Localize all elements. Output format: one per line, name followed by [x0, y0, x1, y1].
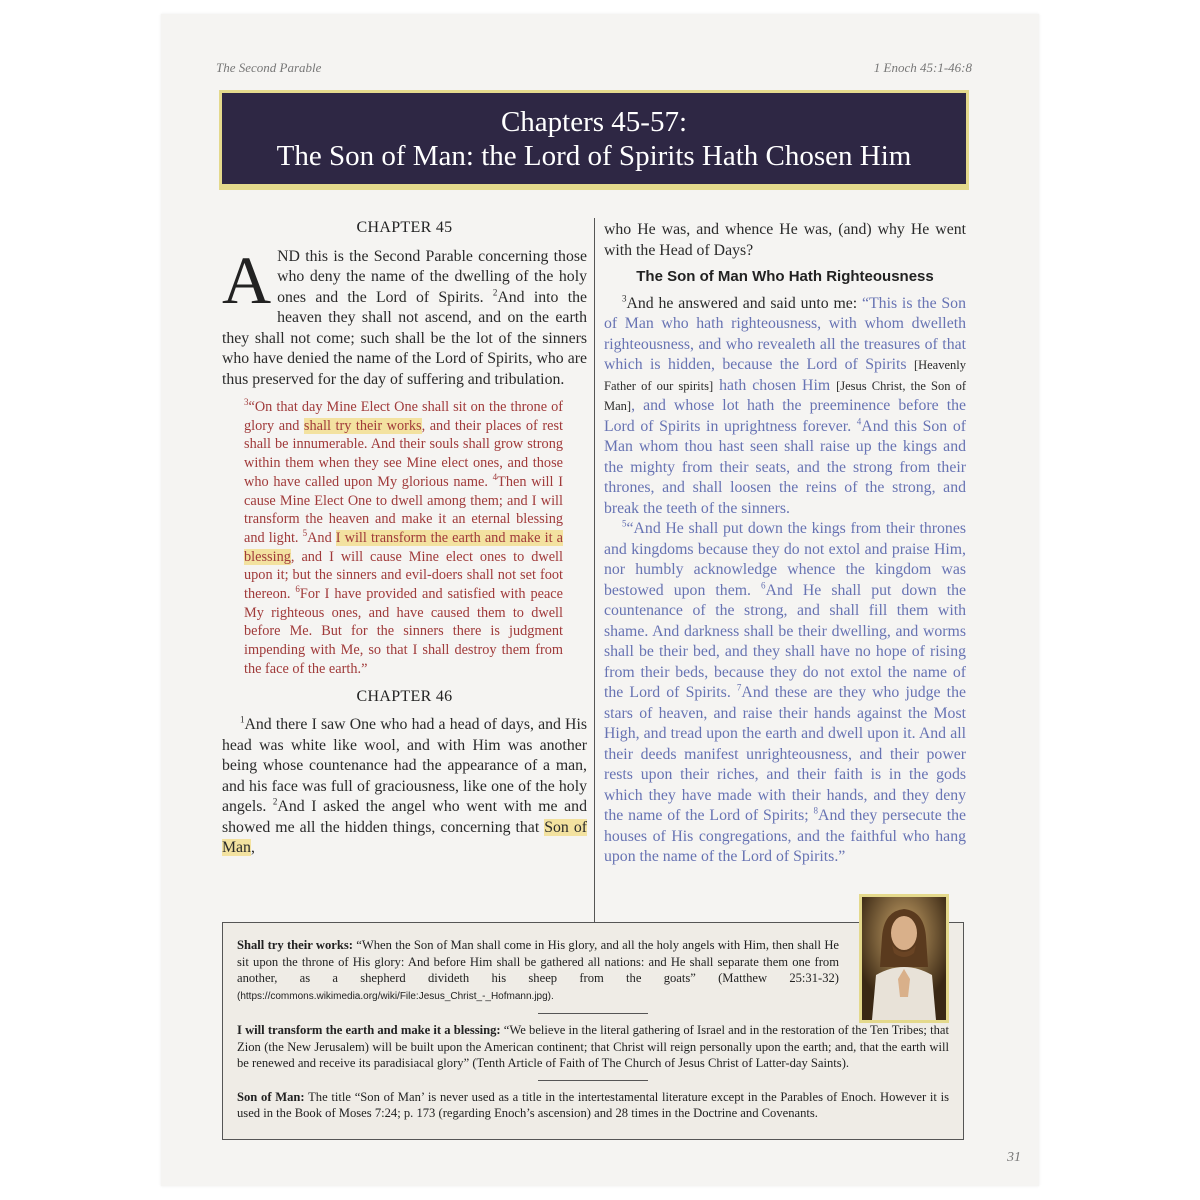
quote-text-blue: hath chosen Him — [713, 376, 837, 394]
verse-text: , — [250, 839, 255, 857]
verse-number: 1 — [240, 714, 245, 725]
quote-text: , and their places of rest shall be innumerable. And their souls shall grow strong within them when they see Mine elect ones, and those who have called upon My glorious name. — [244, 417, 563, 490]
running-head-right: 1 Enoch 45:1-46:8 — [873, 60, 972, 75]
verse-number: 8 — [813, 805, 819, 816]
verse-number: 5 — [622, 518, 627, 529]
note-label: I will transform the earth and make it a blessing: — [237, 1023, 501, 1037]
continued-text: who He was, and whence He was, (and) why He went with the Head of Days? — [604, 221, 966, 259]
chapter-45-heading: CHAPTER 45 — [356, 219, 453, 236]
chapter-46-heading: CHAPTER 46 — [356, 687, 453, 705]
quote-text-blue: “And He shall put down the kings from their thrones and kingdoms because they do not extol and praise Him, nor humbly acknowledge whence the kingdom was bestowed upon them. — [604, 520, 966, 599]
quote-text-blue: “This is the Son of Man who hath righteousness, with whom dwelleth righteousness, and who revealeth all the treasures of that which is hidden, because the Lord of Spirits — [604, 294, 966, 373]
opening-text: ND this is the Second Parable concerning those who deny the name of the dwelling of the holy ones and the Lord of Spirits. — [277, 247, 587, 306]
note-transform-the-earth — [237, 1022, 949, 1072]
chapter-45-opening — [222, 241, 587, 391]
note-son-of-man — [237, 1089, 949, 1122]
note-separator — [538, 1080, 648, 1081]
quote-text-blue: And they persecute the houses of His congregations, and the faithful who hang upon the name of the Lord of Spirits.” — [604, 807, 966, 865]
verse-5-paragraph — [604, 519, 966, 868]
quote-text: , and I will cause Mine elect ones to dwell upon it; but the sinners and evil-doers shall not set foot thereon. — [244, 548, 563, 603]
verse-text: And he answered and said unto me: — [626, 294, 863, 312]
quote-text-blue: And He shall put down the countenance of the strong, and shall fill them with shame. And darkness shall be their dwelling, and worms shall be their bed, and they shall have no hope of rising from their beds, because they do not extol the name of the Lord of Spirits. — [604, 581, 967, 701]
verse-text: And I asked the angel who went with me and showed me all the hidden things, concerning that — [222, 798, 587, 836]
image-source-link[interactable]: (https://commons.wikimedia.org/wiki/File:Jesus_Christ_-_Hofmann.jpg). — [237, 990, 554, 1002]
right-column — [604, 220, 966, 868]
note-label: Son of Man: — [237, 1089, 305, 1104]
verse-text: And there I saw One who had a head of days, and His head was white like wool, and with Him was another being whose countenance had the appearance of a man, and his face was full of graciousness, like one of the holy angels. — [222, 716, 587, 816]
quote-text: Then will I cause Mine Elect One to dwell among them; and I will transform the heaven and make it an eternal blessing and light. — [244, 473, 563, 546]
study-notes-box — [222, 922, 964, 1140]
jesus-christ-portrait — [859, 894, 949, 1023]
banner-title-line2: The Son of Man: the Lord of Spirits Hath Chosen Him — [276, 139, 912, 172]
highlight-son-of-man: Son of Man — [222, 818, 587, 857]
verse-number: 2 — [272, 796, 278, 807]
verse-number: 6 — [761, 580, 766, 591]
chapter-banner — [219, 90, 969, 190]
note-body: The title “Son of Man’ is never used as a title in the intertestamental literature except in the Parables of Enoch. However it is used in the Book of Moses 7:24; p. 173 (regarding Enoch’s ascension) and 28 times in the Doctrine and Covenants. — [237, 1089, 949, 1120]
verse-number: 3 — [244, 397, 249, 408]
bracket-note: [Jesus Christ, the Son of Man] — [604, 378, 966, 413]
quote-text: And — [307, 529, 336, 546]
quoted-passage-red — [244, 398, 563, 679]
note-shall-try-their-works — [237, 937, 839, 1005]
page-number: 31 — [1007, 1150, 1021, 1165]
running-head-left: The Second Parable — [216, 60, 322, 75]
verse-number: 5 — [302, 528, 308, 539]
verse-number: 4 — [492, 472, 498, 483]
note-body: “We believe in the literal gathering of Israel and in the restoration of the Ten Tribes; that Zion (the New Jerusalem) will be built upon the American continent; that Christ will reign personally upon the earth; and, that the earth will be renewed and receive its paradisiacal glory” (Tenth Article of Faith of The Church of Jesus Christ of Latter-day Saints). — [237, 1023, 949, 1070]
chapter-banner-inner — [222, 93, 966, 184]
verse-number: 3 — [622, 293, 627, 304]
verse-number: 2 — [492, 287, 498, 298]
note-separator — [538, 1013, 648, 1014]
quote-text-blue: And these are they who judge the stars of heaven, and raise their hands against the Most High, and tread upon the earth and dwell upon it. And all their deeds manifest unrighteousness, and their power rests upon their riches, and their faith is in the gods which they have made with their hands, and they deny the name of the Lord of Spirits; — [604, 684, 966, 824]
drop-cap: A — [222, 241, 272, 318]
bracket-note: [Heavenly Father of our spirits] — [604, 358, 966, 393]
highlight-transform-the-earth: I will transform the earth and make it a blessing — [244, 529, 563, 565]
verse-number: 4 — [856, 416, 862, 427]
chapter-46-text — [222, 715, 587, 859]
banner-title-line1: Chapters 45-57: — [500, 105, 688, 138]
quote-text: For I have provided and satisfied with peace My righteous ones, and have caused them to dwell before Me. But for the sinners there is judgment impending with Me, so that I shall destroy them from the face of the earth.” — [244, 586, 563, 677]
quote-text-blue: And this Son of Man whom thou hast seen shall raise up the kings and the mighty from their seats, and the strong from their thrones, and shall loosen the reins of the strong, and break the teeth of the sinners. — [604, 417, 966, 517]
quote-text-blue: , and whose lot hath the preeminence before the Lord of Spirits in uprightness forever. — [604, 397, 966, 435]
section-subheading: The Son of Man Who Hath Righteousness — [636, 268, 934, 285]
quote-text: “On that day Mine Elect One shall sit on the throne of glory and — [244, 399, 563, 434]
note-label: Shall try their works: — [237, 938, 353, 952]
portrait-illustration — [862, 897, 946, 1020]
verse-number: 6 — [295, 584, 300, 595]
left-column — [222, 218, 587, 859]
note-body: “When the Son of Man shall come in His glory, and all the holy angels with Him, then shall He sit upon the throne of His glory: And before Him shall be gathered all nations: and He shall separate them one from another, as a shepherd divideth his sheep from the goats” (Matthew 25:31-32) — [237, 938, 840, 985]
column-divider — [594, 218, 595, 922]
highlight-shall-try-their-works: shall try their works — [303, 417, 422, 434]
verse-text: And into the heaven they shall not ascend, and on the earth they shall not come; such shall be the lot of the sinners who have denied the name of the Lord of Spirits, who are thus preserved for the day of suffering and tribulation. — [222, 288, 587, 388]
verse-number: 7 — [736, 682, 742, 693]
verse-3-paragraph — [604, 294, 966, 520]
